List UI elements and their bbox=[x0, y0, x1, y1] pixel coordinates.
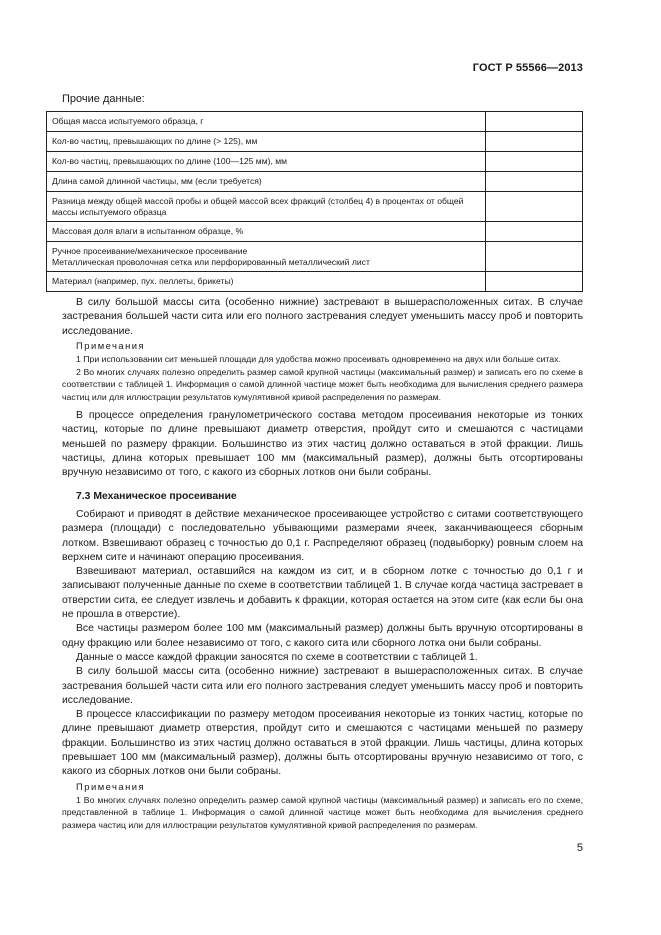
section-title: 7.3 Механическое просеивание bbox=[76, 490, 237, 502]
standard-code: ГОСТ Р 55566—2013 bbox=[472, 62, 583, 74]
table-row bbox=[47, 242, 583, 272]
note: 2 Во многих случаях полезно определить размер самой крупной частицы (максимальный размер) и записать его по схеме в соответствии с таблицей 1. Информация о самой длинной частице может быть необходима для вычисления среднего размера частиц или для иллюстрации результатов кумулятивной кривой распределения по размерам. bbox=[62, 366, 583, 402]
paragraph: Все частицы размером более 100 мм (максимальный размер) должны быть вручную отсортированы в одну фракцию или более независимо от того, с какого сита или сборного лотка они были собраны. bbox=[62, 623, 583, 649]
table-cell-label: Кол-во частиц, превышающих по длине (100—125 мм), мм bbox=[47, 152, 486, 172]
table-row bbox=[47, 112, 583, 132]
table-cell-value bbox=[486, 242, 583, 272]
table-cell-value bbox=[486, 132, 583, 152]
note: 1 При использовании сит меньшей площади для удобства можно просеивать одновременно на двух или больше ситах. bbox=[76, 354, 561, 365]
other-data-label: Прочие данные: bbox=[62, 93, 145, 105]
body-text bbox=[62, 296, 583, 831]
table-cell-label: Кол-во частиц, превышающих по длине (> 125), мм bbox=[47, 132, 486, 152]
paragraph: Данные о массе каждой фракции заносятся по схеме в соответствии с таблицей 1. bbox=[76, 651, 478, 663]
table-row bbox=[47, 132, 583, 152]
other-data-table bbox=[46, 111, 583, 292]
table-cell-value bbox=[486, 112, 583, 132]
table-cell-value bbox=[486, 192, 583, 222]
paragraph: В процессе определения гранулометрического состава методом просеивания некоторые из тонких частиц, которые по длине превышают диаметр отверстия, пройдут сито и смешаются с частицами меньшей по размеру фракции. Большинство из этих частиц должно оставаться в этой фракции. Лишь частицы, длина которых превышает 100 мм (максимальный размер), должны быть отсортированы вручную независимо от того, с какого из сборных лотков они были собраны. bbox=[62, 410, 583, 479]
table-row bbox=[47, 172, 583, 192]
paragraph: В силу большой массы сита (особенно нижние) застревают в вышерасположенных ситах. В случае застревания большей части сита или его полного застревания следует уменьшить массу проб и повторить исследование. bbox=[62, 297, 583, 337]
paragraph: Взвешивают материал, оставшийся на каждом из сит, и в сборном лотке с точностью до 0,1 г и записывают полученные данные по схеме в соответствии таблицей 1. В случае когда частица застревает в отверстии сита, ее следует извлечь и добавить к фракции, которая остается на этом сите (как если бы она не прошла в отверстие). bbox=[62, 566, 583, 621]
table-cell-label: Общая масса испытуемого образца, г bbox=[47, 112, 486, 132]
table-cell-label: Длина самой длинной частицы, мм (если требуется) bbox=[47, 172, 486, 192]
table-row bbox=[47, 192, 583, 222]
table-cell-value bbox=[486, 172, 583, 192]
paragraph: В процессе классификации по размеру методом просеивания некоторые из тонких частиц, которые по длине превышают диаметр отверстия, пройдут сито и смешаются с частицами меньшей по размеру фракции. Большинство из этих частиц должно оставаться в этой фракции. Лишь частицы, длина которых превышает 100 мм (максимальный размер), должны быть отсортированы вручную независимо от того, с какого из сборных лотков они были собраны. bbox=[62, 709, 583, 778]
table-cell-value bbox=[486, 152, 583, 172]
table-row bbox=[47, 222, 583, 242]
notes-heading: Примечания bbox=[76, 339, 146, 351]
table-cell-label: Материал (например, пух. пеллеты, брикеты) bbox=[47, 272, 486, 292]
notes-heading: Примечания bbox=[76, 780, 146, 792]
table-row bbox=[47, 272, 583, 292]
table-cell-label: Массовая доля влаги в испытанном образце, % bbox=[47, 222, 486, 242]
page-number: 5 bbox=[576, 842, 583, 854]
table-cell-value bbox=[486, 272, 583, 292]
table-cell-value bbox=[486, 222, 583, 242]
table-row bbox=[47, 152, 583, 172]
paragraph: Собирают и приводят в действие механическое просеивающее устройство с ситами соответствующего размера (площади) с последовательно убывающими размерами ячеек, заканчивающееся сборным лотком. Взвешивают образец с точностью до 0,1 г. Распределяют образец (подвыборку) ровным слоем на верхнем сите и начинают операцию просеивания. bbox=[62, 508, 583, 563]
note: 1 Во многих случаях полезно определить размер самой крупной частицы (максимальный размер) и записать его по схеме, представленной в таблице 1. Информация о самой длинной частице может быть необходима для вычисления среднего размера частиц или для иллюстрации результатов кумулятивной кривой распределения по размерам. bbox=[62, 794, 583, 830]
paragraph: В силу большой массы сита (особенно нижние) застревают в вышерасположенных ситах. В случае застревания большей части сита или его полного застревания следует уменьшить массу проб и повторить исследование. bbox=[62, 666, 583, 706]
table-cell-label: Ручное просеивание/механическое просеивание Металлическая проволочная сетка или перфорированный металлический лист bbox=[47, 242, 486, 272]
table-cell-label: Разница между общей массой пробы и общей массой всех фракций (столбец 4) в процентах от общей массы испытуемого образца bbox=[47, 192, 486, 222]
